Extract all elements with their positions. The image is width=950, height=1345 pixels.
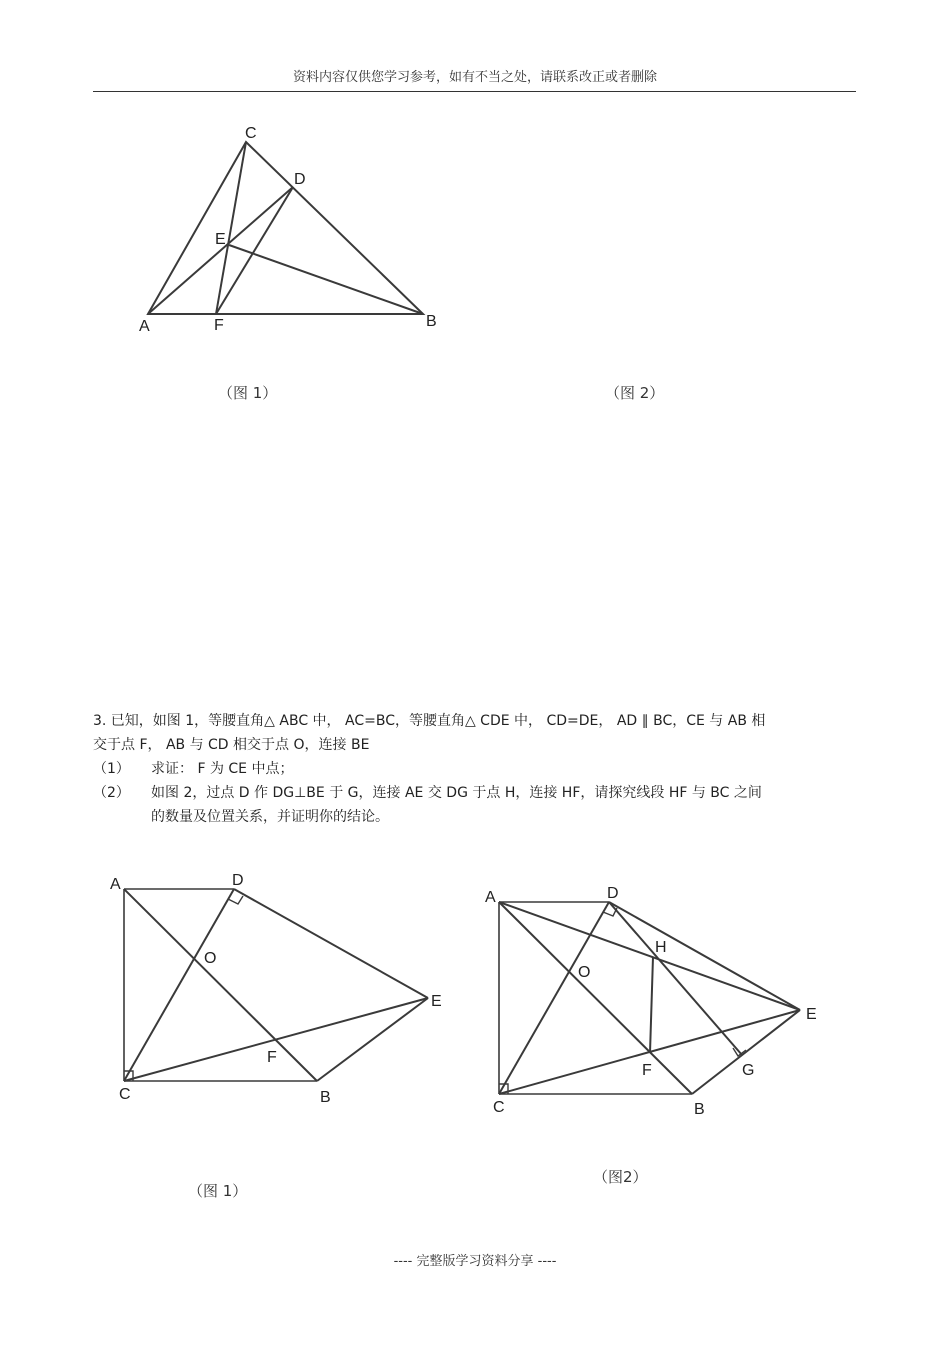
segment-be (317, 998, 428, 1081)
question-1 (93, 757, 858, 781)
problem-line-2: 交于点 F， AB 与 CD 相交于点 O，连接 BE (93, 737, 370, 753)
label-e: E (215, 231, 226, 248)
caption-bottom-1: （图 1） (188, 1182, 248, 1200)
header-rule (93, 91, 856, 92)
segment-cd (499, 902, 609, 1094)
question-2-text: 如图 2，过点 D 作 DG⊥BE 于 G，连接 AE 交 DG 于点 H，连接 HF，请探究线段 HF 与 BC 之间 (151, 785, 762, 801)
label-b: B (426, 313, 437, 330)
segment-ae (499, 902, 800, 1010)
segment-ab (499, 902, 692, 1094)
figure-top-1 (130, 118, 450, 333)
label-f: F (267, 1049, 277, 1066)
label-b: B (694, 1101, 705, 1118)
question-2-continuation: 的数量及位置关系，并证明你的结论。 (151, 809, 389, 825)
question-1-number: （1） (93, 761, 130, 777)
label-e: E (431, 993, 442, 1010)
label-f: F (642, 1062, 652, 1079)
segment-eb (229, 245, 423, 314)
label-d: D (294, 171, 306, 188)
segment-be (692, 1010, 800, 1094)
segment-hf (650, 957, 653, 1053)
label-c: C (119, 1086, 131, 1103)
segment-ab (124, 889, 317, 1081)
figure-bottom-2 (480, 880, 830, 1120)
caption-bottom-2: （图2） (593, 1168, 648, 1186)
label-o: O (578, 964, 591, 981)
label-d: D (232, 872, 244, 889)
problem-line-1: 3. 已知，如图 1，等腰直角△ ABC 中， AC=BC，等腰直角△ CDE 中， CD=DE， AD ∥ BC，CE 与 AB 相 (93, 713, 766, 729)
label-a: A (110, 876, 121, 893)
label-o: O (204, 950, 217, 967)
label-e: E (806, 1006, 817, 1023)
page-header: 资料内容仅供您学习参考，如有不当之处，请联系改正或者删除 (292, 70, 657, 85)
label-a: A (139, 318, 150, 335)
label-d: D (607, 885, 619, 902)
page-footer: ---- 完整版学习资料分享 ---- (393, 1254, 557, 1269)
figure-bottom-1 (105, 868, 455, 1108)
question-1-text: 求证： F 为 CE 中点； (151, 761, 294, 777)
question-2 (93, 781, 858, 805)
label-f: F (214, 317, 224, 334)
segment-ce (124, 998, 428, 1081)
label-g: G (742, 1062, 755, 1079)
segment-de (609, 902, 800, 1010)
label-b: B (320, 1089, 331, 1106)
label-h: H (655, 939, 667, 956)
segment-cd (124, 889, 234, 1081)
caption-top-2: （图 2） (605, 384, 665, 402)
triangle-abc (148, 142, 423, 314)
label-a: A (485, 889, 496, 906)
problem-3 (93, 709, 858, 829)
label-c: C (493, 1099, 505, 1116)
segment-ad (148, 187, 293, 314)
question-2-number: （2） (93, 785, 130, 801)
label-c: C (245, 125, 257, 142)
segment-de (234, 889, 428, 998)
caption-top-1: （图 1） (218, 384, 278, 402)
